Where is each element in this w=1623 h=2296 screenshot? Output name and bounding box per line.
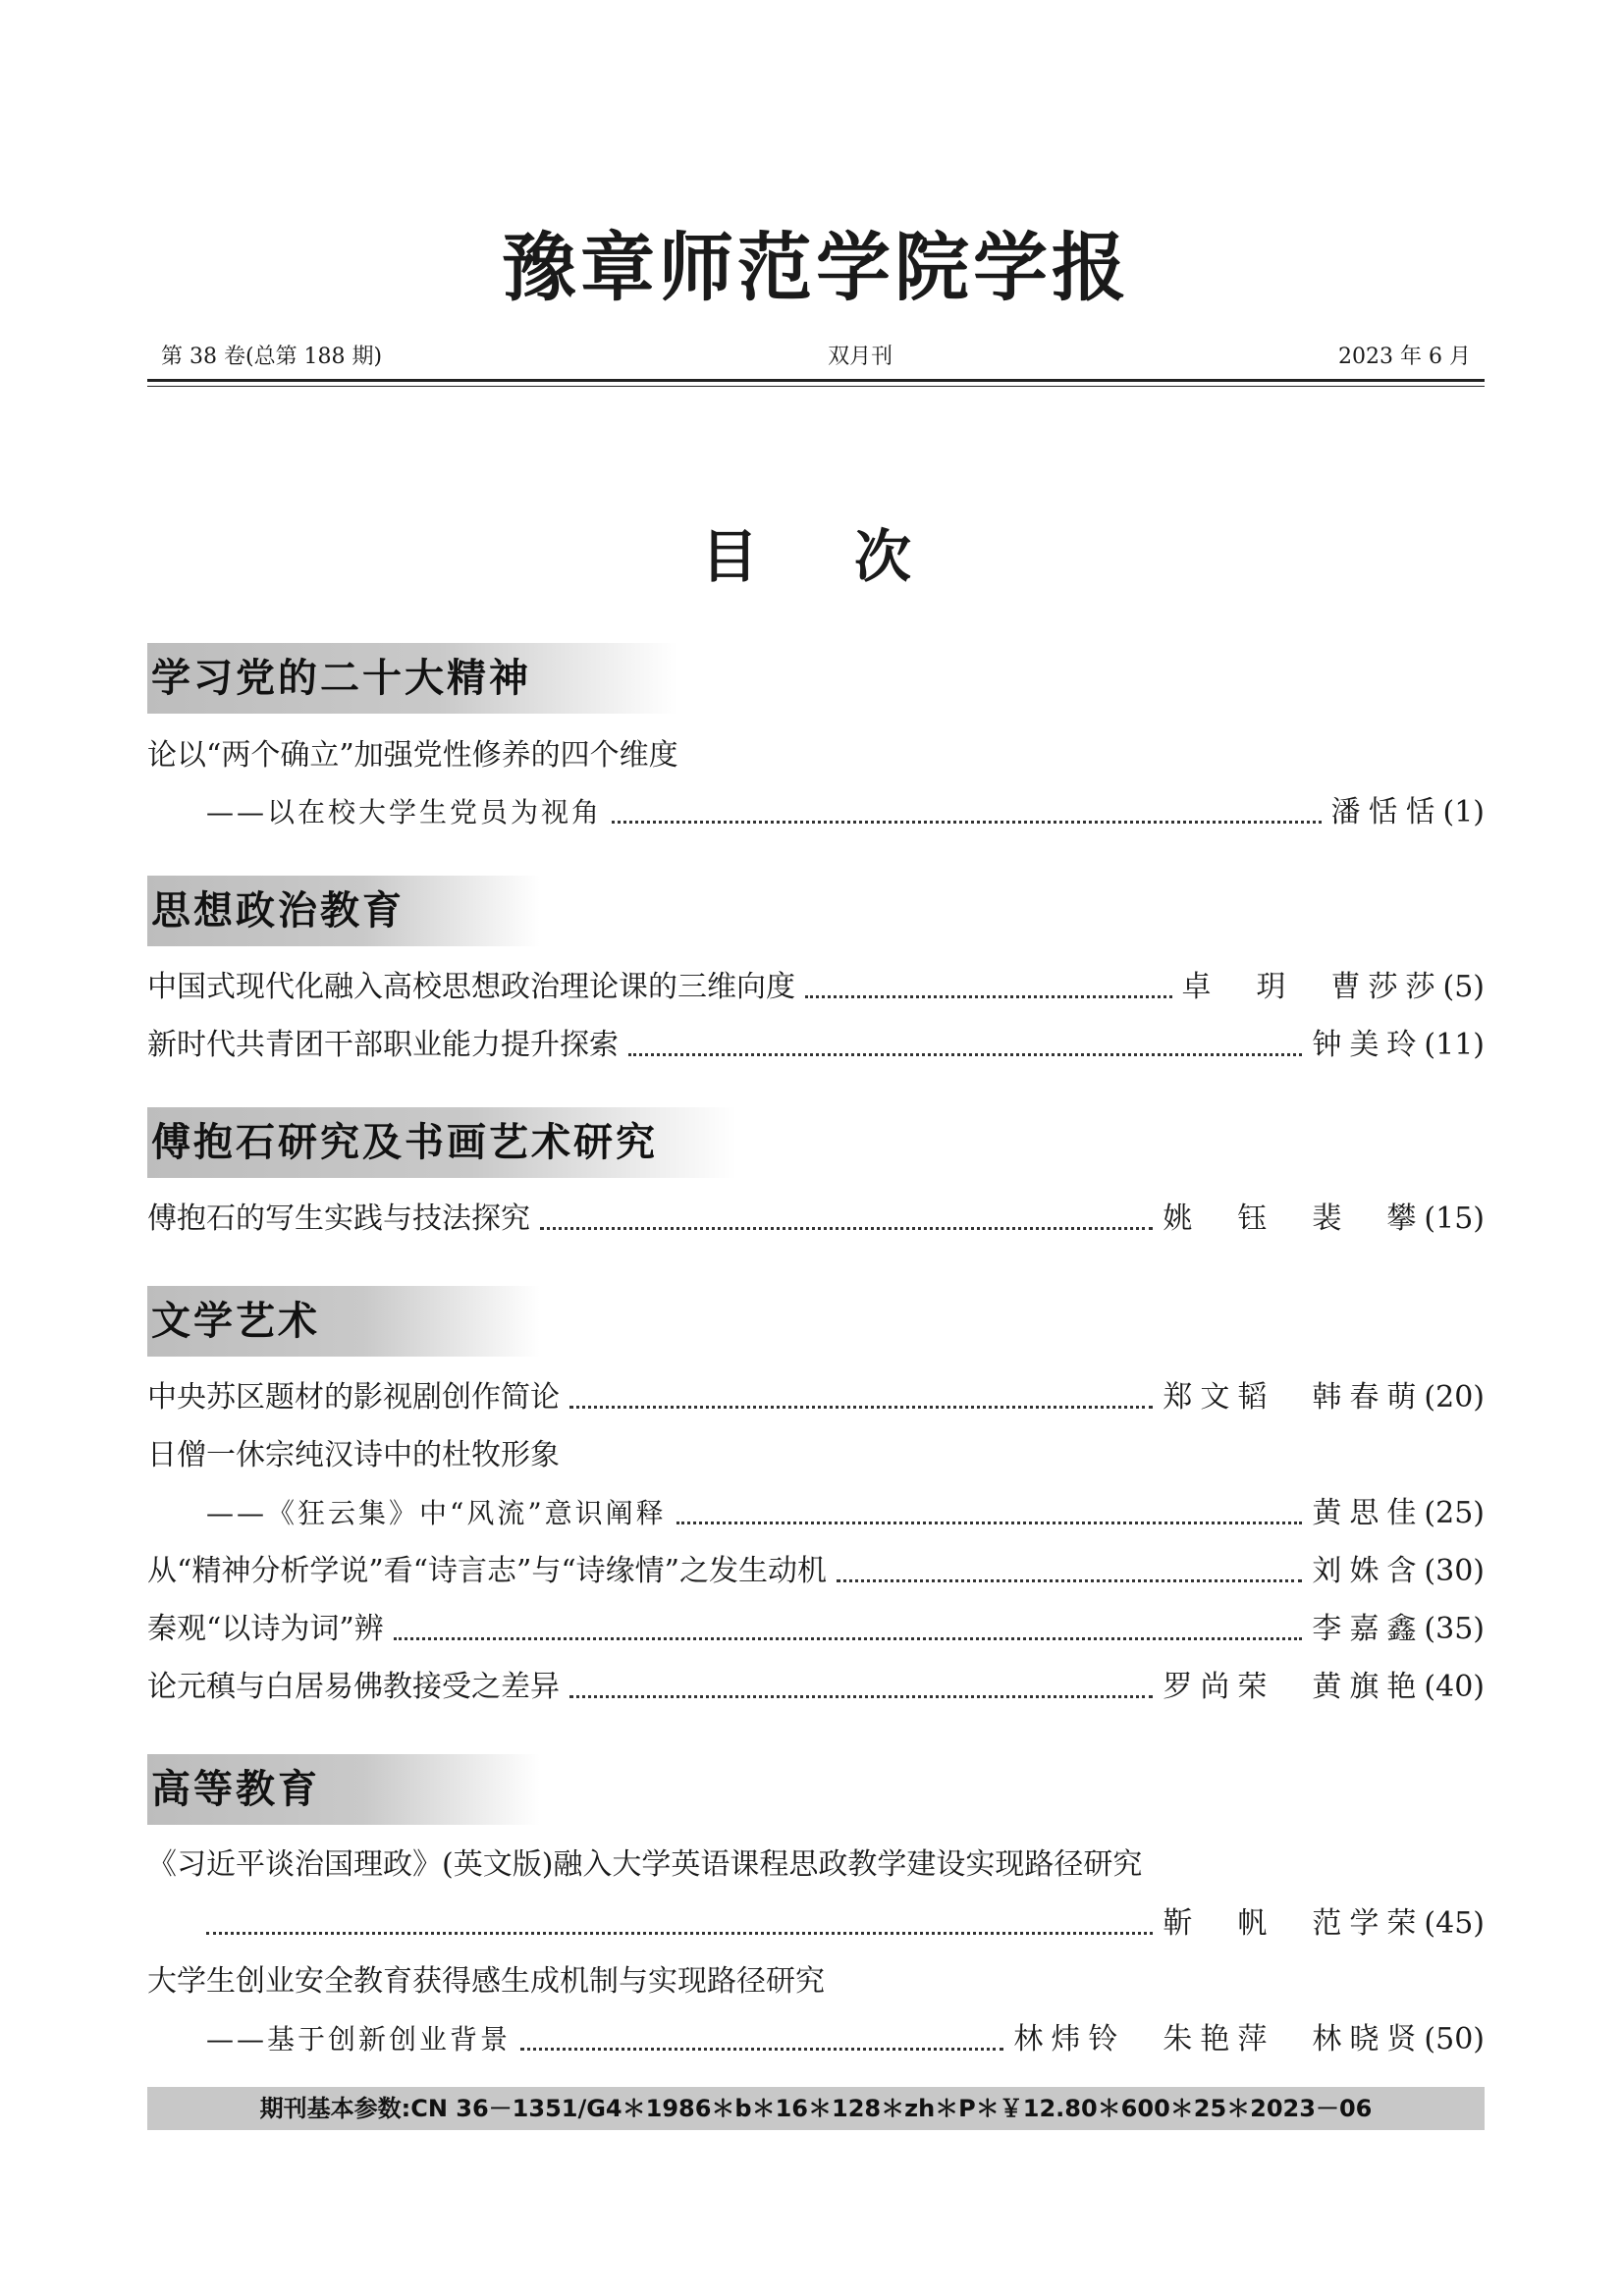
toc-entry[interactable]	[147, 1668, 1485, 1707]
toc-entry-page: (25)	[1424, 1496, 1485, 1530]
toc-entry-authors: 林炜铃 朱艳萍 林晓贤	[1013, 2022, 1425, 2056]
toc-entry-title: 从“精神分析学说”看“诗言志”与“诗缘情”之发生动机	[147, 1554, 828, 1588]
toc-entry-page: (50)	[1424, 2022, 1485, 2056]
toc-entry-authors: 卓 玥 曹莎莎	[1181, 970, 1443, 1004]
toc-entry-page: (15)	[1424, 1201, 1485, 1236]
toc-entry[interactable]	[147, 1552, 1485, 1591]
toc-entry-title[interactable]: 论以“两个确立”加强党性修养的四个维度	[147, 738, 678, 773]
header-rule-thick	[147, 379, 1485, 382]
toc-entry-title: 中国式现代化融入高校思想政治理论课的三维向度	[147, 970, 795, 1004]
toc-entry-authors: 罗尚荣 黄旗艳	[1163, 1670, 1425, 1704]
toc-entry-page: (40)	[1424, 1670, 1485, 1704]
dot-leader	[676, 1522, 1303, 1524]
toc-entry-title[interactable]: 《习近平谈治国理政》(英文版)融入大学英语课程思政教学建设实现路径研究	[147, 1847, 1143, 1882]
toc-entry-authors: 钟美玲	[1312, 1028, 1425, 1062]
toc-entry-page: (20)	[1424, 1380, 1485, 1415]
dot-leader	[612, 821, 1321, 824]
toc-entry[interactable]	[147, 2020, 1485, 2059]
header-rule-thin	[147, 386, 1485, 387]
toc-entry-title: 秦观“以诗为词”辨	[147, 1612, 384, 1646]
section-heading: 学习党的二十大精神	[147, 643, 677, 714]
section-heading: 思想政治教育	[147, 876, 540, 946]
toc-entry[interactable]	[147, 1610, 1485, 1649]
section-heading: 傅抱石研究及书画艺术研究	[147, 1107, 736, 1178]
toc-entry-title: 论元稹与白居易佛教接受之差异	[147, 1670, 560, 1704]
toc-entry[interactable]	[147, 1904, 1485, 1944]
dot-leader	[569, 1406, 1153, 1409]
journal-params-bar: 期刊基本参数:CN 36－1351/G4＊1986＊b＊16＊128＊zh＊P＊￥12.80＊600＊25＊2023－06	[147, 2087, 1485, 2130]
toc-entry-authors: 郑文韬 韩春萌	[1163, 1380, 1425, 1415]
volume-info: 第 38 卷(总第 188 期)	[161, 344, 383, 369]
toc-entry-authors: 刘姝含	[1312, 1554, 1425, 1588]
journal-title: 豫章师范学院学报	[502, 224, 1130, 311]
toc-entry-title: 傅抱石的写生实践与技法探究	[147, 1201, 530, 1236]
toc-entry-subtitle: ——基于创新创业背景	[206, 2023, 512, 2056]
dot-leader	[805, 995, 1172, 998]
toc-entry[interactable]	[147, 1200, 1485, 1239]
toc-entry-subtitle: ——《狂云集》中“风流”意识阐释	[206, 1497, 667, 1529]
toc-entry-authors: 李嘉鑫	[1312, 1612, 1425, 1646]
dot-leader	[628, 1053, 1302, 1056]
toc-entry-page: (45)	[1424, 1906, 1485, 1941]
toc-entry-page: (11)	[1424, 1028, 1485, 1062]
issue-meta-row	[161, 342, 1471, 367]
toc-entry-page: (5)	[1442, 970, 1485, 1004]
toc-entry-title[interactable]: 日僧一休宗纯汉诗中的杜牧形象	[147, 1438, 560, 1472]
section-heading: 高等教育	[147, 1754, 540, 1825]
toc-entry-page: (1)	[1442, 795, 1485, 829]
toc-entry[interactable]	[147, 1494, 1485, 1533]
toc-entry-authors: 潘恬恬	[1330, 795, 1443, 829]
toc-entry-title[interactable]: 大学生创业安全教育获得感生成机制与实现路径研究	[147, 1964, 825, 1999]
toc-entry-authors: 姚 钰 裴 攀	[1163, 1201, 1425, 1236]
toc-entry-subtitle: ——以在校大学生党员为视角	[206, 796, 603, 828]
contents-title: 目 次	[700, 523, 931, 590]
toc-page	[147, 0, 1485, 2296]
dot-leader	[837, 1579, 1302, 1582]
toc-entry-authors: 靳 帆 范学荣	[1163, 1906, 1425, 1941]
toc-entry-title: 中央苏区题材的影视剧创作简论	[147, 1380, 560, 1415]
dot-leader	[394, 1637, 1303, 1640]
toc-entry[interactable]	[147, 793, 1485, 832]
dot-leader	[540, 1227, 1153, 1230]
toc-entry-title: 新时代共青团干部职业能力提升探索	[147, 1028, 619, 1062]
section-heading: 文学艺术	[147, 1286, 540, 1357]
dot-leader	[206, 1932, 1153, 1935]
toc-entry-page: (30)	[1424, 1554, 1485, 1588]
toc-entry[interactable]	[147, 968, 1485, 1007]
dot-leader	[520, 2048, 1003, 2051]
toc-entry-page: (35)	[1424, 1612, 1485, 1646]
dot-leader	[569, 1695, 1153, 1698]
toc-entry[interactable]	[147, 1378, 1485, 1417]
toc-entry[interactable]	[147, 1026, 1485, 1065]
frequency-info: 双月刊	[828, 344, 893, 369]
issue-date: 2023 年 6 月	[1338, 344, 1471, 369]
toc-entry-authors: 黄思佳	[1312, 1496, 1425, 1530]
